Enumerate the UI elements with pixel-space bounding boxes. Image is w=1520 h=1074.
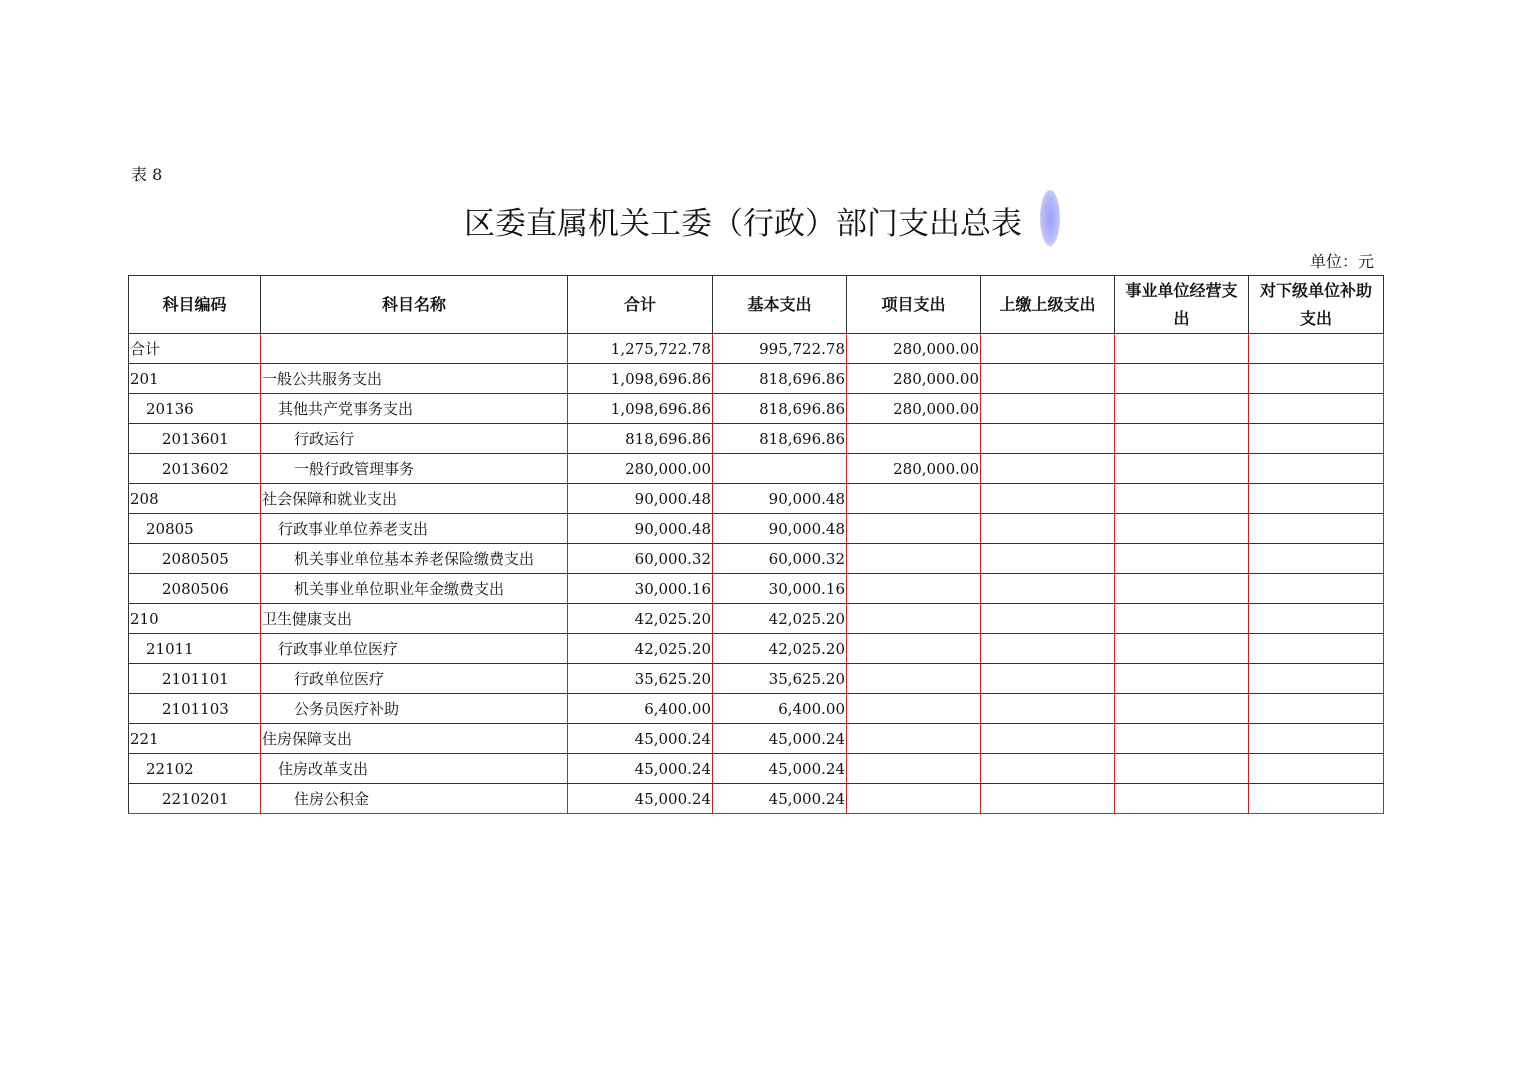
cell-upper: [981, 604, 1115, 634]
table-row: [129, 424, 1384, 454]
cell-business: [1115, 784, 1249, 814]
cell-business: [1115, 394, 1249, 424]
cell-project: 280,000.00: [847, 394, 981, 424]
table-row: [129, 604, 1384, 634]
cell-upper: [981, 754, 1115, 784]
cell-code: 210: [129, 604, 261, 634]
cell-basic: 90,000.48: [713, 484, 847, 514]
cell-total: 818,696.86: [568, 424, 713, 454]
cell-name: 行政事业单位养老支出: [261, 514, 568, 544]
cell-upper: [981, 694, 1115, 724]
table-row: [129, 574, 1384, 604]
cell-basic: 818,696.86: [713, 394, 847, 424]
table-row: [129, 754, 1384, 784]
cell-upper: [981, 784, 1115, 814]
table-row: [129, 724, 1384, 754]
cell-total: 30,000.16: [568, 574, 713, 604]
cell-project: [847, 634, 981, 664]
cell-subsidy: [1249, 424, 1384, 454]
table-row: [129, 364, 1384, 394]
cell-subsidy: [1249, 484, 1384, 514]
cell-project: [847, 754, 981, 784]
cell-project: [847, 694, 981, 724]
table-row: [129, 544, 1384, 574]
cell-code: 合计: [129, 334, 261, 364]
cell-business: [1115, 604, 1249, 634]
cell-code: 2013601: [129, 424, 261, 454]
cell-code: 221: [129, 724, 261, 754]
cell-name: 住房公积金: [261, 784, 568, 814]
cell-project: [847, 724, 981, 754]
cell-name: 卫生健康支出: [261, 604, 568, 634]
cell-upper: [981, 484, 1115, 514]
cell-code: 2210201: [129, 784, 261, 814]
table-row: [129, 634, 1384, 664]
cell-subsidy: [1249, 724, 1384, 754]
cell-name: 行政单位医疗: [261, 664, 568, 694]
cell-upper: [981, 424, 1115, 454]
cell-business: [1115, 724, 1249, 754]
cell-basic: 818,696.86: [713, 364, 847, 394]
cell-name: 行政运行: [261, 424, 568, 454]
table-row: [129, 514, 1384, 544]
cell-code: 208: [129, 484, 261, 514]
cell-upper: [981, 664, 1115, 694]
cell-upper: [981, 394, 1115, 424]
cell-basic: 60,000.32: [713, 544, 847, 574]
cell-basic: 42,025.20: [713, 604, 847, 634]
table-number-label: 表 8: [131, 165, 163, 184]
cell-project: [847, 664, 981, 694]
cell-name: 住房保障支出: [261, 724, 568, 754]
cell-business: [1115, 754, 1249, 784]
cell-total: 280,000.00: [568, 454, 713, 484]
cell-total: 90,000.48: [568, 484, 713, 514]
cell-name: 其他共产党事务支出: [261, 394, 568, 424]
cell-project: [847, 484, 981, 514]
cell-subsidy: [1249, 754, 1384, 784]
cell-subsidy: [1249, 394, 1384, 424]
page-title: 区委直属机关工委（行政）部门支出总表: [464, 206, 1022, 242]
cell-basic: 818,696.86: [713, 424, 847, 454]
cell-subsidy: [1249, 544, 1384, 574]
column-header-upper: 上缴上级支出: [981, 276, 1115, 334]
cell-business: [1115, 364, 1249, 394]
cell-basic: 90,000.48: [713, 514, 847, 544]
cell-total: 1,098,696.86: [568, 394, 713, 424]
cell-business: [1115, 664, 1249, 694]
cell-name: 机关事业单位基本养老保险缴费支出: [261, 544, 568, 574]
cell-subsidy: [1249, 514, 1384, 544]
column-header-code: 科目编码: [129, 276, 261, 334]
cell-total: 45,000.24: [568, 784, 713, 814]
cell-basic: 30,000.16: [713, 574, 847, 604]
cell-upper: [981, 514, 1115, 544]
table-row: [129, 484, 1384, 514]
cursor-highlight-mark: [1040, 190, 1060, 246]
column-header-business: 事业单位经营支 出: [1115, 276, 1249, 334]
cell-subsidy: [1249, 574, 1384, 604]
cell-upper: [981, 574, 1115, 604]
table-row: [129, 394, 1384, 424]
cell-project: [847, 424, 981, 454]
cell-code: 2013602: [129, 454, 261, 484]
cell-name: 一般行政管理事务: [261, 454, 568, 484]
cell-business: [1115, 574, 1249, 604]
table-row: [129, 694, 1384, 724]
cell-subsidy: [1249, 454, 1384, 484]
column-header-name: 科目名称: [261, 276, 568, 334]
cell-project: [847, 514, 981, 544]
cell-subsidy: [1249, 364, 1384, 394]
cell-upper: [981, 454, 1115, 484]
cell-business: [1115, 424, 1249, 454]
cell-total: 1,098,696.86: [568, 364, 713, 394]
cell-name: 一般公共服务支出: [261, 364, 568, 394]
cell-name: 行政事业单位医疗: [261, 634, 568, 664]
cell-business: [1115, 484, 1249, 514]
cell-total: 90,000.48: [568, 514, 713, 544]
table-body: [129, 334, 1384, 814]
cell-business: [1115, 514, 1249, 544]
cell-name: 社会保障和就业支出: [261, 484, 568, 514]
column-header-subsidy: 对下级单位补助 支出: [1249, 276, 1384, 334]
cell-basic: 995,722.78: [713, 334, 847, 364]
cell-basic: 6,400.00: [713, 694, 847, 724]
cell-basic: [713, 454, 847, 484]
cell-project: [847, 784, 981, 814]
cell-business: [1115, 634, 1249, 664]
cell-code: 20805: [129, 514, 261, 544]
cell-project: 280,000.00: [847, 454, 981, 484]
column-header-project: 项目支出: [847, 276, 981, 334]
cell-upper: [981, 544, 1115, 574]
cell-total: 45,000.24: [568, 754, 713, 784]
cell-name: 住房改革支出: [261, 754, 568, 784]
cell-basic: 45,000.24: [713, 754, 847, 784]
cell-code: 22102: [129, 754, 261, 784]
cell-code: 2080506: [129, 574, 261, 604]
cell-name: 公务员医疗补助: [261, 694, 568, 724]
cell-total: 35,625.20: [568, 664, 713, 694]
cell-code: 20136: [129, 394, 261, 424]
table-header-row: [129, 276, 1384, 334]
column-header-basic: 基本支出: [713, 276, 847, 334]
cell-project: [847, 544, 981, 574]
cell-business: [1115, 334, 1249, 364]
cell-basic: 45,000.24: [713, 784, 847, 814]
cell-total: 60,000.32: [568, 544, 713, 574]
cell-subsidy: [1249, 664, 1384, 694]
cell-business: [1115, 454, 1249, 484]
cell-upper: [981, 334, 1115, 364]
cell-total: 6,400.00: [568, 694, 713, 724]
cell-subsidy: [1249, 634, 1384, 664]
cell-code: 21011: [129, 634, 261, 664]
cell-project: 280,000.00: [847, 364, 981, 394]
cell-upper: [981, 724, 1115, 754]
cell-total: 45,000.24: [568, 724, 713, 754]
table-row: [129, 664, 1384, 694]
cell-business: [1115, 544, 1249, 574]
cell-code: 2101103: [129, 694, 261, 724]
cell-total: 42,025.20: [568, 634, 713, 664]
cell-subsidy: [1249, 604, 1384, 634]
cell-project: [847, 574, 981, 604]
cell-upper: [981, 364, 1115, 394]
cell-project: 280,000.00: [847, 334, 981, 364]
cell-code: 2080505: [129, 544, 261, 574]
cell-subsidy: [1249, 694, 1384, 724]
cell-total: 42,025.20: [568, 604, 713, 634]
unit-label: 单位：元: [1310, 252, 1375, 271]
expense-summary-table: [128, 275, 1384, 814]
cell-basic: 42,025.20: [713, 634, 847, 664]
table-row: [129, 334, 1384, 364]
cell-subsidy: [1249, 784, 1384, 814]
cell-name: 机关事业单位职业年金缴费支出: [261, 574, 568, 604]
cell-basic: 35,625.20: [713, 664, 847, 694]
cell-total: 1,275,722.78: [568, 334, 713, 364]
cell-code: 2101101: [129, 664, 261, 694]
table-row: [129, 454, 1384, 484]
cell-code: 201: [129, 364, 261, 394]
table-row: [129, 784, 1384, 814]
column-header-total: 合计: [568, 276, 713, 334]
cell-name: [261, 334, 568, 364]
cell-business: [1115, 694, 1249, 724]
cell-upper: [981, 634, 1115, 664]
cell-basic: 45,000.24: [713, 724, 847, 754]
cell-project: [847, 604, 981, 634]
cell-subsidy: [1249, 334, 1384, 364]
